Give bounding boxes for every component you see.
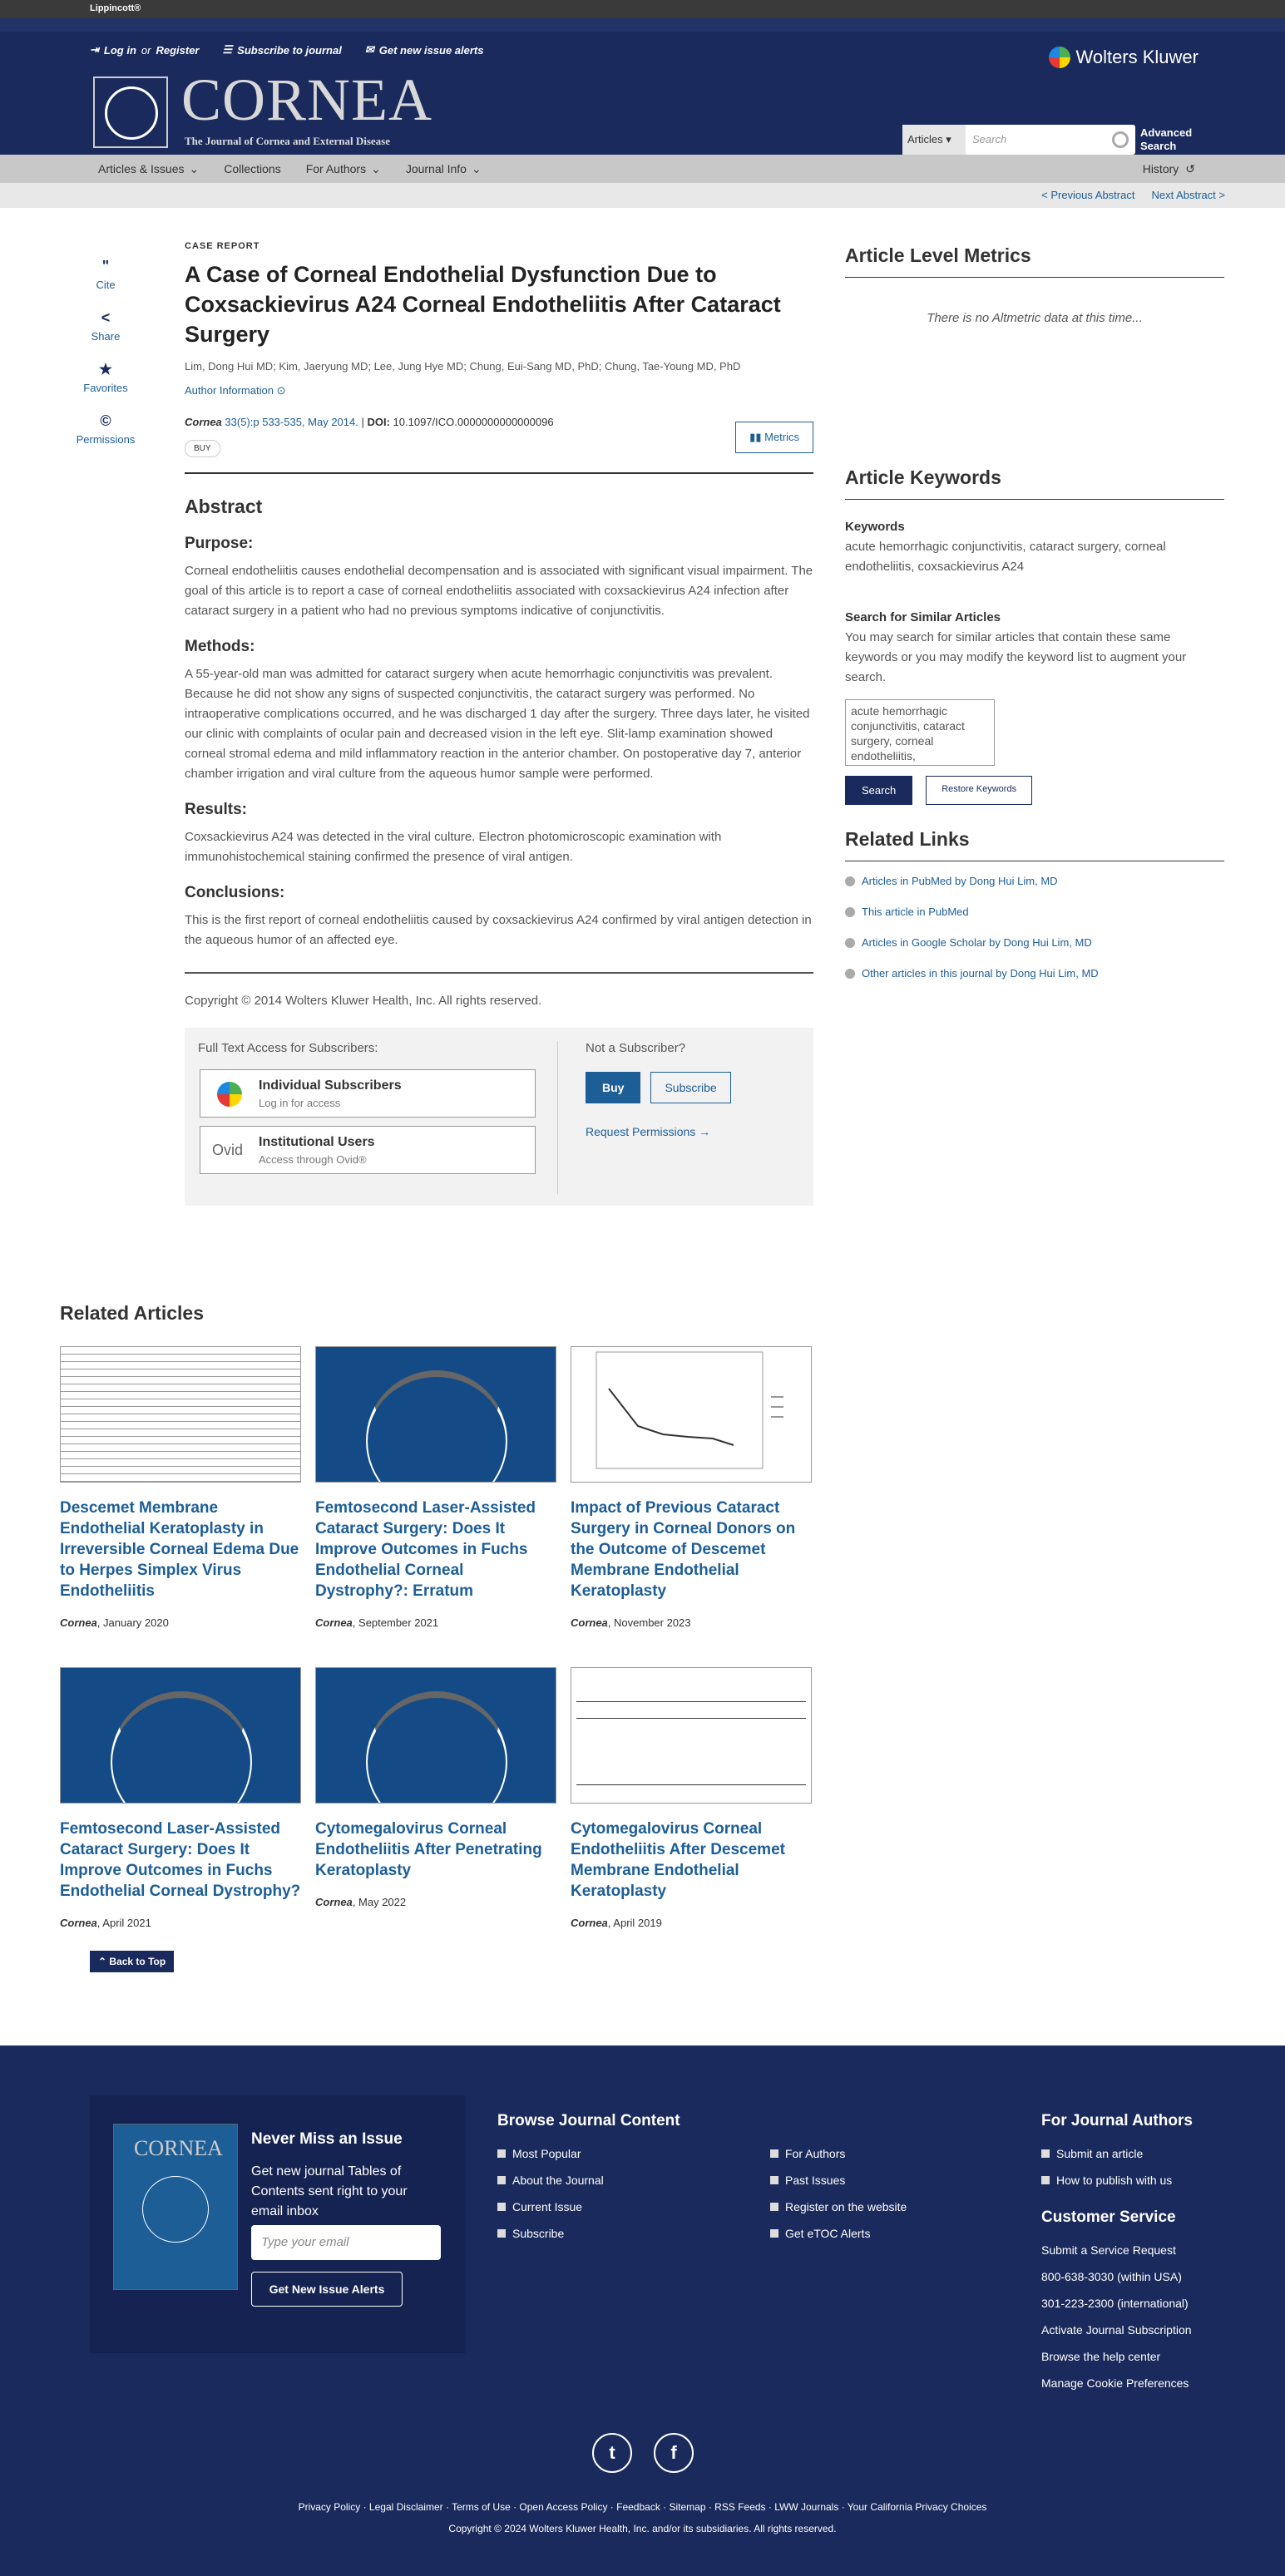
newsletter-text: Get new journal Tables of Contents sent right to your email inbox xyxy=(251,2164,408,2218)
nav-for-authors[interactable] xyxy=(306,162,381,176)
site-footer xyxy=(0,2046,1285,2576)
issue-link[interactable]: 33(5):p 533-535, May 2014. xyxy=(225,416,358,428)
card-meta xyxy=(315,1616,556,1629)
main-content xyxy=(0,208,1285,2046)
related-card[interactable] xyxy=(60,1667,301,1929)
buy-badge[interactable]: BUY xyxy=(185,440,220,457)
permissions-tool[interactable] xyxy=(72,412,140,446)
bar-chart-icon: ▮▮ xyxy=(749,430,762,443)
card-title[interactable]: Cytomegalovirus Corneal Endotheliitis After Descemet Membrane Endothelial Keratoplasty xyxy=(571,1820,785,1900)
top-brand-bar xyxy=(0,0,1285,18)
individual-title: Individual Subscribers xyxy=(259,1078,402,1093)
brand-label: Lippincott® xyxy=(90,3,141,13)
footer-copyright: Copyright © 2024 Wolters Kluwer Health, Inc. and/or its subsidiaries. All rights reserved. xyxy=(448,2523,837,2534)
nav-collections[interactable] xyxy=(224,162,280,175)
alerts-link[interactable] xyxy=(365,43,484,57)
article-copyright: Copyright © 2014 Wolters Kluwer Health, Inc. All rights reserved. xyxy=(185,972,813,1008)
individual-subscribers-button[interactable] xyxy=(200,1069,536,1118)
card-date: , January 2020 xyxy=(96,1616,169,1629)
article-thumbnail[interactable] xyxy=(60,1667,301,1804)
social-links xyxy=(592,2433,694,2473)
chevron-down-icon: ⌄ xyxy=(189,161,200,175)
article-thumbnail[interactable] xyxy=(315,1346,556,1483)
similar-articles-heading: Search for Similar Articles xyxy=(845,610,1001,624)
related-card[interactable] xyxy=(60,1346,301,1629)
subscribe-text[interactable]: Subscribe to journal xyxy=(237,43,342,57)
card-date: , May 2022 xyxy=(352,1896,407,1908)
favorites-tool[interactable] xyxy=(72,361,140,394)
search-icon[interactable] xyxy=(1112,131,1129,148)
footer-link[interactable]: Submit an article xyxy=(1041,2147,1193,2160)
cover-ring xyxy=(111,1691,252,1804)
publisher-logo[interactable] xyxy=(1049,47,1199,68)
search-scope-value: Articles xyxy=(907,133,943,146)
card-journal: Cornea xyxy=(571,1616,608,1629)
methods-text: A 55-year-old man was admitted for cataract surgery when acute hemorrhagic conjunctivitis was prevalent. Because he did not show any signs of suspected conjunctivitis, the cataract surgery was performed. No intraoperative complications occurred, and he was discharged 1 day after the surgery. Three days later, he visited our clinic with complaints of ocular pain and decreased vision in the left eye. Slit-lamp examination showed corneal stromal edema and mild inflammatory reaction in the anterior chamber. On postoperative day 7, anterior chamber irrigation and viral culture from the aqueous humor sample were performed. xyxy=(185,667,810,781)
nav-label: Journal Info xyxy=(405,162,467,175)
customer-service-heading: Customer Service xyxy=(1041,2208,1176,2226)
or-text: or xyxy=(141,43,151,57)
newsletter-heading: Never Miss an Issue xyxy=(251,2130,403,2148)
metrics-label: Metrics xyxy=(764,430,799,443)
related-cards xyxy=(60,1346,813,1929)
article-thumbnail[interactable] xyxy=(571,1346,812,1483)
card-journal: Cornea xyxy=(60,1616,97,1629)
article-type: CASE REPORT xyxy=(185,241,260,251)
related-link[interactable]: Articles in PubMed by Dong Hui Lim, MD xyxy=(845,875,1224,887)
chevron-down-icon: ⊙ xyxy=(276,384,286,397)
card-title[interactable]: Impact of Previous Cataract Surgery in Corneal Donors on the Outcome of Descemet Membrane Endothelial Keratoplasty xyxy=(571,1499,796,1600)
share-tool[interactable] xyxy=(72,309,140,343)
cover-ring xyxy=(366,1370,507,1483)
journal-cover[interactable] xyxy=(113,2124,238,2290)
browse-heading: Browse Journal Content xyxy=(497,2112,680,2129)
footer-link[interactable]: Submit a Service Request xyxy=(1041,2243,1176,2257)
share-icon: < xyxy=(101,309,111,326)
right-column xyxy=(845,244,1224,998)
journal-logo-emblem[interactable] xyxy=(93,76,168,148)
tool-label: Cite xyxy=(96,279,116,291)
card-meta xyxy=(60,1917,301,1929)
card-date: , April 2021 xyxy=(96,1917,151,1929)
browse-column-1 xyxy=(497,2112,680,2253)
footer-link[interactable]: 301-223-2300 (international) xyxy=(1041,2297,1189,2310)
history-label: History xyxy=(1142,162,1179,175)
alerts-text[interactable]: Get new issue alerts xyxy=(378,43,484,57)
search-scope-select[interactable]: Articles ▾ xyxy=(902,125,966,155)
related-links-list xyxy=(845,875,1224,980)
table-rule xyxy=(576,1701,806,1702)
doi-value[interactable]: 10.1097/ICO.0000000000000096 xyxy=(393,416,554,428)
email-input[interactable]: Type your email xyxy=(251,2225,441,2260)
card-journal: Cornea xyxy=(60,1917,97,1929)
nav-articles-issues[interactable] xyxy=(98,162,199,176)
metrics-heading: Article Level Metrics xyxy=(845,244,1224,278)
chevron-up-icon: ⌃ xyxy=(98,1956,107,1967)
table-rule xyxy=(576,1784,806,1785)
metrics-button[interactable] xyxy=(735,422,813,453)
arrow-right-icon: → xyxy=(699,1125,711,1138)
back-to-top-button[interactable] xyxy=(90,1951,174,1972)
footer-legal-links[interactable]: Privacy Policy · Legal Disclaimer · Terms of Use · Open Access Policy · Feedback · Sitemap · RSS Feeds · LWW Journals · Your California Privacy Choices xyxy=(298,2501,987,2513)
footer-link[interactable]: About the Journal xyxy=(497,2174,680,2187)
card-date: , September 2021 xyxy=(352,1616,439,1629)
card-title[interactable]: Femtosecond Laser-Assisted Cataract Surgery: Does It Improve Outcomes in Fuchs Endothelial Corneal Dystrophy?: Erratum xyxy=(315,1499,536,1600)
purpose-heading: Purpose: xyxy=(185,535,254,552)
article-thumbnail[interactable] xyxy=(315,1667,556,1804)
abstract-body xyxy=(185,535,813,950)
next-abstract-link[interactable]: Next Abstract > xyxy=(1151,189,1225,201)
institutional-sub: Access through Ovid® xyxy=(259,1153,367,1166)
card-journal: Cornea xyxy=(571,1917,608,1929)
newsletter-box xyxy=(90,2095,466,2353)
conclusions-heading: Conclusions: xyxy=(185,884,285,901)
related-link[interactable]: Articles in Google Scholar by Dong Hui Lim, MD xyxy=(845,936,1224,949)
footer-link[interactable]: For Authors xyxy=(770,2147,907,2160)
nav-label: For Authors xyxy=(305,162,367,175)
related-articles-heading: Related Articles xyxy=(60,1302,204,1324)
cover-ring xyxy=(142,2176,209,2243)
request-permissions-link[interactable] xyxy=(586,1125,731,1138)
related-link[interactable]: This article in PubMed xyxy=(845,906,1224,918)
access-label: Full Text Access for Subscribers: xyxy=(198,1041,378,1055)
history-button[interactable] xyxy=(1143,162,1195,176)
login-link[interactable] xyxy=(90,43,200,57)
journal-tagline: The Journal of Cornea and External Disease xyxy=(185,135,390,147)
quote-icon: " xyxy=(101,258,110,274)
card-meta xyxy=(571,1616,812,1629)
publisher-name: Wolters Kluwer xyxy=(1075,47,1199,67)
article-tools xyxy=(72,258,140,464)
chevron-down-icon: ⌄ xyxy=(471,161,482,175)
institutional-title: Institutional Users xyxy=(259,1135,375,1149)
related-link[interactable]: Other articles in this journal by Dong Hui Lim, MD xyxy=(845,967,1224,980)
footer-link[interactable]: Register on the website xyxy=(770,2200,907,2213)
related-links-heading: Related Links xyxy=(845,828,1224,861)
card-journal: Cornea xyxy=(315,1896,353,1908)
authors-column xyxy=(1041,2112,1193,2403)
individual-sub: Log in for access xyxy=(259,1097,341,1109)
wolters-kluwer-icon xyxy=(1049,47,1070,68)
keywords-list: acute hemorrhagic conjunctivitis, cataract surgery, corneal endotheliitis, coxsackievirus A24 xyxy=(845,540,1166,574)
login-icon: ⇥ xyxy=(90,43,99,56)
footer-link[interactable]: Manage Cookie Preferences xyxy=(1041,2376,1189,2390)
nav-journal-info[interactable] xyxy=(406,162,482,176)
card-meta xyxy=(315,1896,556,1908)
subscribe-button[interactable]: Subscribe xyxy=(650,1072,730,1103)
keywords-label: Keywords xyxy=(845,520,905,534)
doi-label: DOI: xyxy=(367,416,390,428)
tool-label: Permissions xyxy=(76,433,136,446)
search-placeholder: Search xyxy=(972,133,1007,146)
keywords-heading: Article Keywords xyxy=(845,466,1224,500)
purpose-text: Corneal endotheliitis causes endothelial decompensation and is associated with significant visual impairment. The goal of this article is to report a case of corneal endotheliitis associated with coxsackievirus A24 infection after cataract surgery in a patient who had no previous symptoms indicative of conjunctivitis. xyxy=(185,564,813,618)
mail-icon: ✉ xyxy=(364,43,374,56)
chevron-down-icon: ⌄ xyxy=(371,161,381,175)
card-title[interactable]: Descemet Membrane Endothelial Keratoplasty in Irreversible Corneal Edema Due to Herpes Simplex Virus Endotheliitis xyxy=(60,1499,299,1600)
article xyxy=(185,241,813,1206)
access-panel xyxy=(185,1028,813,1206)
nav-label: Collections xyxy=(224,162,281,175)
request-permissions-label: Request Permissions xyxy=(586,1125,696,1138)
author-information-toggle[interactable] xyxy=(185,384,813,397)
similar-articles-text: You may search for similar articles that contain these same keywords or you may modify the keyword list to augment your search. xyxy=(845,630,1187,684)
abstract-pager xyxy=(0,183,1285,208)
footer-link[interactable]: Get eTOC Alerts xyxy=(770,2227,907,2240)
results-heading: Results: xyxy=(185,801,247,818)
ovid-logo: Ovid xyxy=(212,1142,244,1158)
facebook-icon[interactable]: f xyxy=(654,2433,694,2473)
tool-label: Share xyxy=(91,330,121,343)
browse-column-2 xyxy=(770,2147,907,2253)
cover-ring xyxy=(366,1691,507,1804)
star-icon: ★ xyxy=(98,361,113,378)
footer-link[interactable]: 800-638-3030 (within USA) xyxy=(1041,2270,1182,2283)
methods-heading: Methods: xyxy=(185,638,255,655)
copyright-icon: © xyxy=(100,412,111,429)
article-title: A Case of Corneal Endothelial Dysfunction Due to Coxsackievirus A24 Corneal Endotheliitis After Cataract Surgery xyxy=(185,262,781,347)
authors-heading: For Journal Authors xyxy=(1041,2112,1193,2129)
search-bar xyxy=(902,125,1135,155)
card-date: , April 2019 xyxy=(607,1917,662,1929)
institutional-users-button[interactable] xyxy=(200,1126,536,1174)
related-card[interactable] xyxy=(315,1667,556,1929)
article-thumbnail[interactable] xyxy=(60,1346,301,1483)
restore-keywords-button[interactable]: Restore Keywords xyxy=(926,776,1032,805)
buy-button[interactable]: Buy xyxy=(586,1072,640,1103)
keyword-search-button[interactable]: Search xyxy=(845,776,912,805)
buy-row xyxy=(185,430,813,474)
card-meta xyxy=(571,1917,812,1929)
footer-link[interactable]: Most Popular xyxy=(497,2147,680,2160)
not-subscriber-label: Not a Subscriber? xyxy=(586,1041,686,1055)
customer-service xyxy=(1041,2208,1193,2390)
related-card[interactable] xyxy=(571,1346,812,1629)
divider xyxy=(557,1041,558,1194)
cite-tool[interactable] xyxy=(72,258,140,291)
nav-label: Articles & Issues xyxy=(98,162,185,175)
get-alerts-button[interactable]: Get New Issue Alerts xyxy=(251,2272,403,2307)
history-icon: ↺ xyxy=(1185,161,1195,175)
main-nav xyxy=(0,155,1285,183)
conclusions-text: This is the first report of corneal endotheliitis caused by coxsackievirus A24 confirmed by viral antigen detection in the aqueous humor of an affected eye. xyxy=(185,913,812,947)
keyword-buttons xyxy=(845,776,1224,805)
card-date: , November 2023 xyxy=(607,1616,691,1629)
non-subscriber-options xyxy=(586,1041,731,1138)
related-articles xyxy=(60,1302,813,1929)
article-authors: Lim, Dong Hui MD; Kim, Jaeryung MD; Lee, Jung Hye MD; Chung, Eui-Sang MD, PhD; Chung, Tae-Young MD, PhD xyxy=(185,360,741,373)
card-meta xyxy=(60,1616,301,1629)
results-text: Coxsackievirus A24 was detected in the viral culture. Electron photomicroscopic examination with immunohistochemical staining confirmed the presence of viral antigen. xyxy=(185,830,722,864)
card-title[interactable]: Cytomegalovirus Corneal Endotheliitis After Penetrating Keratoplasty xyxy=(315,1820,542,1879)
card-title[interactable]: Femtosecond Laser-Assisted Cataract Surgery: Does It Improve Outcomes in Fuchs Endothelial Corneal Dystrophy? xyxy=(60,1820,301,1900)
logo-ring xyxy=(105,86,158,140)
advanced-search-link[interactable]: Advanced Search xyxy=(1140,126,1193,152)
footer-link[interactable]: How to publish with us xyxy=(1041,2174,1193,2187)
table-rule xyxy=(576,1718,806,1719)
related-card[interactable] xyxy=(315,1346,556,1629)
thumbnail-plot xyxy=(571,1347,812,1483)
footer-link[interactable]: Subscribe xyxy=(497,2227,680,2240)
card-journal: Cornea xyxy=(315,1616,353,1629)
footer-link[interactable]: Past Issues xyxy=(770,2174,907,2187)
login-text[interactable]: Log in xyxy=(103,43,136,57)
back-to-top-label: Back to Top xyxy=(109,1956,166,1967)
footer-link[interactable]: Browse the help center xyxy=(1041,2350,1161,2363)
journal-name: Cornea xyxy=(185,416,222,428)
cover-title: CORNEA xyxy=(134,2136,223,2160)
top-links xyxy=(90,43,483,57)
citation: Cornea 33(5):p 533-535, May 2014. | DOI: 10.1097/ICO.0000000000000096 xyxy=(185,416,554,428)
twitter-icon[interactable]: t xyxy=(592,2433,632,2473)
tool-label: Favorites xyxy=(83,382,128,394)
abstract-heading: Abstract xyxy=(185,496,263,517)
site-header xyxy=(0,18,1285,155)
previous-abstract-link[interactable]: < Previous Abstract xyxy=(1041,189,1135,201)
article-thumbnail[interactable] xyxy=(571,1667,812,1804)
register-link[interactable]: Register xyxy=(156,43,200,57)
list-icon: ☰ xyxy=(222,43,233,56)
related-card[interactable] xyxy=(571,1667,812,1929)
keyword-textarea[interactable]: acute hemorrhagic conjunctivitis, cataract surgery, corneal endotheliitis, xyxy=(845,699,995,766)
footer-link[interactable]: Current Issue xyxy=(497,2200,680,2213)
subscribe-link[interactable] xyxy=(223,43,342,57)
footer-link[interactable]: Activate Journal Subscription xyxy=(1041,2323,1192,2337)
search-input[interactable] xyxy=(966,125,1135,155)
wolters-kluwer-icon xyxy=(217,1082,242,1107)
altmetric-message: There is no Altmetric data at this time... xyxy=(927,311,1143,325)
journal-logo-word[interactable]: CORNEA xyxy=(181,67,433,133)
author-info-label: Author Information xyxy=(185,384,274,397)
